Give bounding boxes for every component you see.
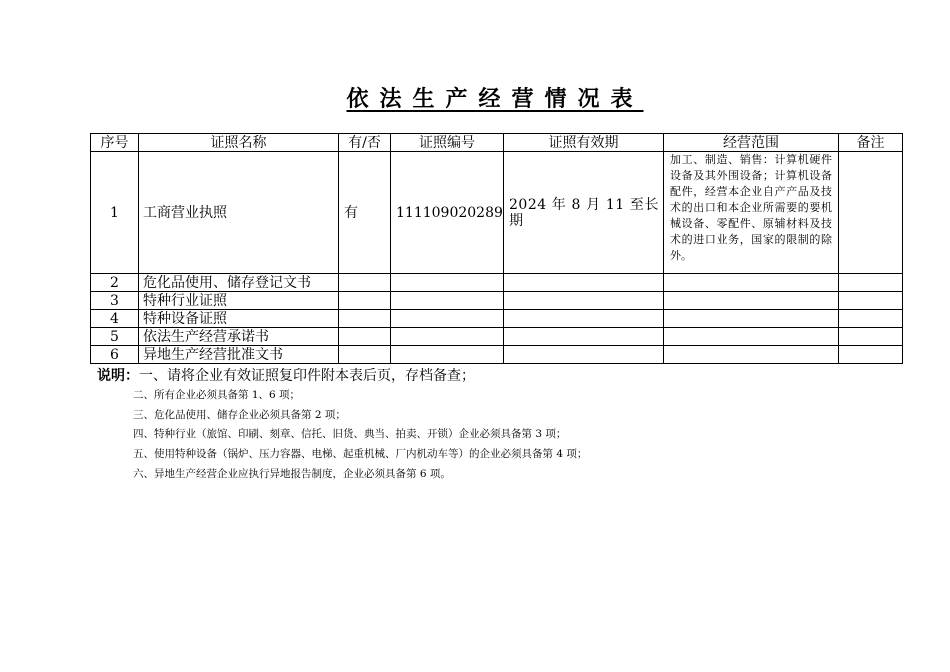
table-row	[91, 152, 903, 274]
license-name: 特种设备证照	[139, 310, 339, 328]
license-name: 异地生产经营批准文书	[139, 346, 339, 364]
remark	[839, 292, 903, 310]
notes-label: 说明：	[97, 368, 139, 384]
header-cell: 证照有效期	[504, 134, 664, 152]
license-table	[90, 133, 903, 364]
table-row	[91, 310, 903, 328]
license-code	[391, 274, 504, 292]
note-line	[97, 366, 897, 386]
has-license	[339, 328, 391, 346]
business-scope	[664, 274, 839, 292]
business-scope	[664, 292, 839, 310]
header-cell: 序号	[91, 134, 139, 152]
header-cell: 备注	[839, 134, 903, 152]
note-line: 三、危化品使用、储存企业必须具备第 2 项；	[133, 408, 346, 421]
license-name: 危化品使用、储存登记文书	[139, 274, 339, 292]
license-validity	[504, 274, 664, 292]
has-license	[339, 346, 391, 364]
header-cell: 证照编号	[391, 134, 504, 152]
license-name: 工商营业执照	[139, 152, 339, 274]
license-code: 111109020289	[391, 152, 504, 274]
table-row	[91, 328, 903, 346]
has-license	[339, 292, 391, 310]
license-name: 特种行业证照	[139, 292, 339, 310]
note-text: 一、请将企业有效证照复印件附本表后页，存档备查；	[139, 368, 475, 384]
license-validity	[504, 346, 664, 364]
license-name: 依法生产经营承诺书	[139, 328, 339, 346]
has-license: 有	[339, 152, 391, 274]
license-code	[391, 310, 504, 328]
header-cell: 证照名称	[139, 134, 339, 152]
business-scope	[664, 346, 839, 364]
note-line: 五、使用特种设备（锅炉、压力容器、电梯、起重机械、厂内机动车等）的企业必须具备第 4 项；	[133, 448, 588, 461]
note-line: 四、特种行业（旅馆、印刷、刻章、信托、旧货、典当、拍卖、开锁）企业必须具备第 3 项；	[133, 428, 567, 441]
table-row	[91, 274, 903, 292]
business-scope	[664, 328, 839, 346]
license-validity	[504, 292, 664, 310]
business-scope: 加工、制造、销售：计算机硬件设备及其外围设备；计算机设备配件，经营本企业自产产品及技术的出口和本企业所需要的要机械设备、零配件、原辅材料及技术的进口业务，国家的限制的除外。	[664, 152, 839, 274]
license-code	[391, 328, 504, 346]
note-line: 六、异地生产经营企业应执行异地报告制度，企业必须具备第 6 项。	[133, 467, 451, 480]
header-cell: 经营范围	[664, 134, 839, 152]
remark	[839, 152, 903, 274]
row-number: 1	[91, 152, 139, 274]
has-license	[339, 274, 391, 292]
row-number: 6	[91, 346, 139, 364]
row-number: 2	[91, 274, 139, 292]
license-validity: 2024 年 8 月 11 至长期	[504, 152, 664, 274]
row-number: 3	[91, 292, 139, 310]
remark	[839, 328, 903, 346]
license-code	[391, 346, 504, 364]
remark	[839, 310, 903, 328]
table-header-row	[91, 134, 903, 152]
license-validity	[504, 310, 664, 328]
row-number: 5	[91, 328, 139, 346]
note-line: 二、所有企业必须具备第 1、6 项；	[133, 389, 301, 401]
row-number: 4	[91, 310, 139, 328]
notes-section	[97, 366, 897, 485]
business-scope	[664, 310, 839, 328]
document-title: 依法生产经营情况表	[346, 86, 644, 112]
table-row	[91, 292, 903, 310]
table-row	[91, 346, 903, 364]
license-validity	[504, 328, 664, 346]
license-code	[391, 292, 504, 310]
has-license	[339, 310, 391, 328]
remark	[839, 274, 903, 292]
remark	[839, 346, 903, 364]
header-cell: 有/否	[339, 134, 391, 152]
